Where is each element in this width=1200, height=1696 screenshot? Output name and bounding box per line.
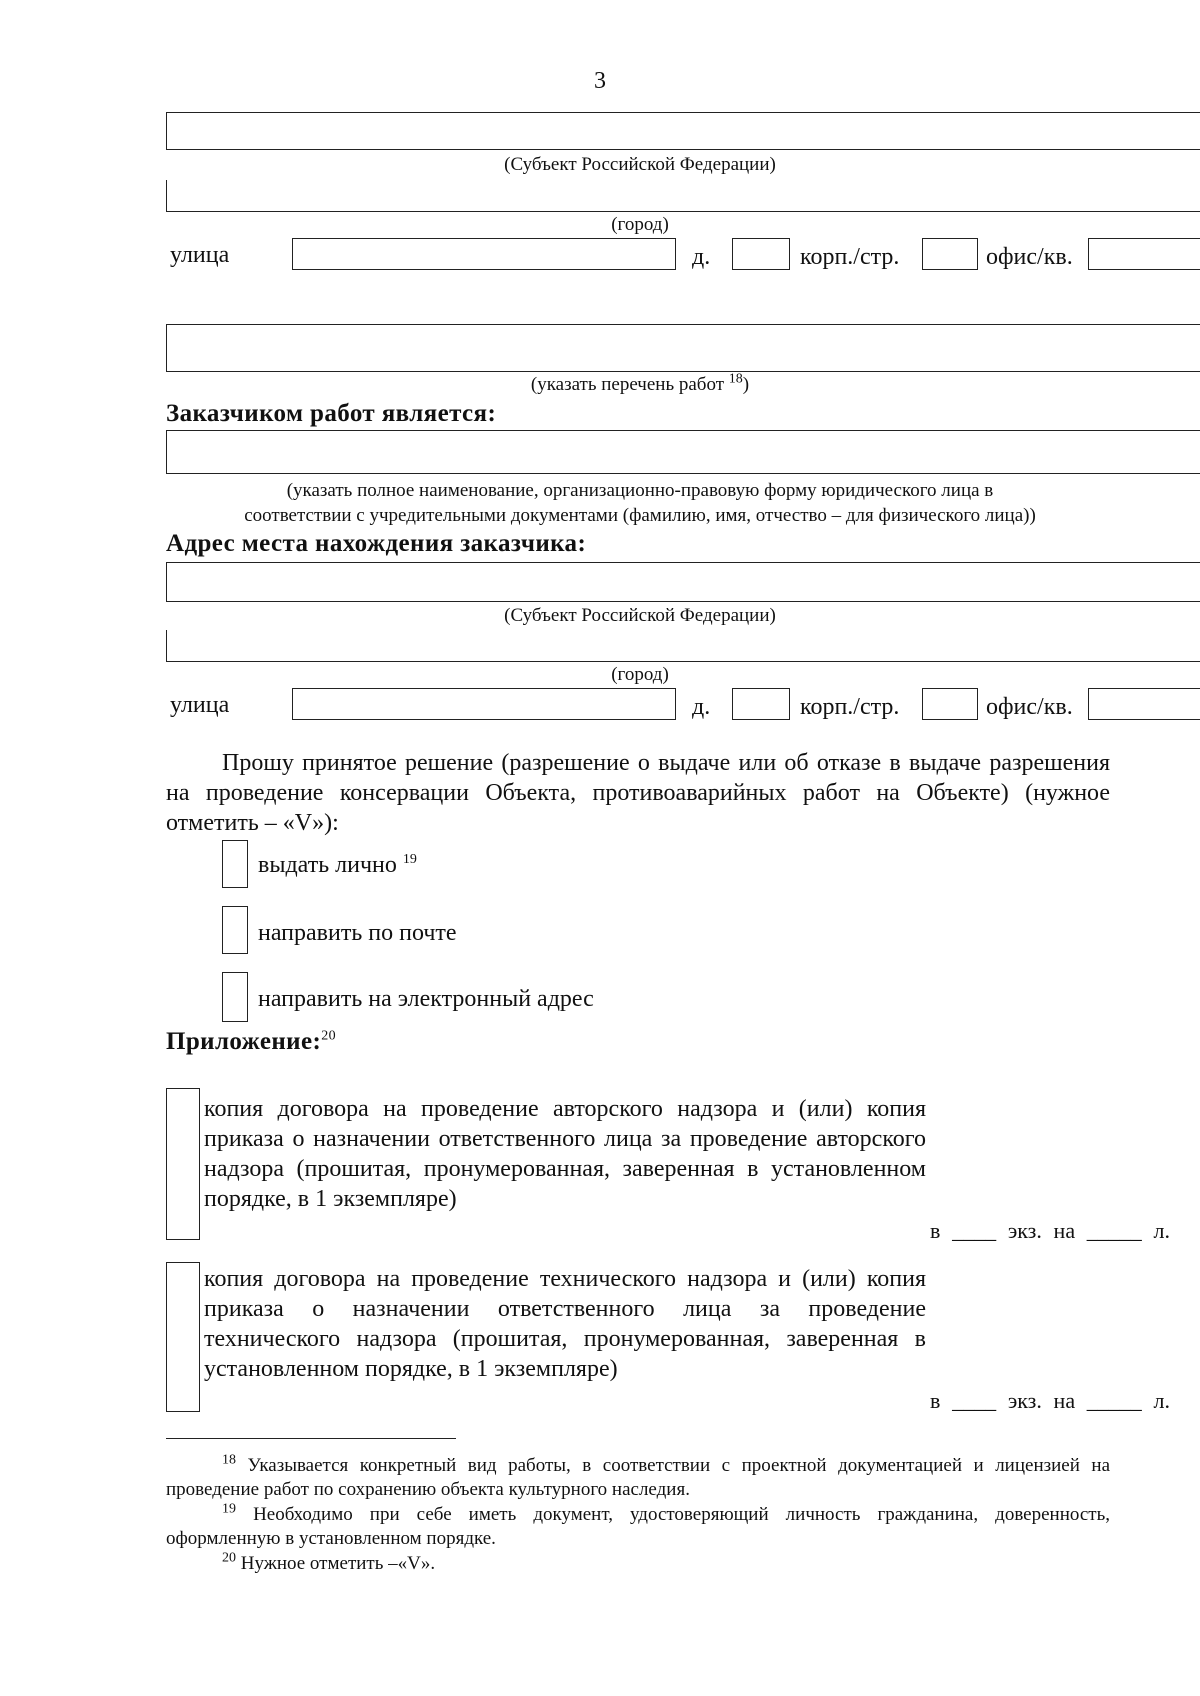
customer-subject-caption: (Субъект Российской Федерации)	[504, 605, 776, 626]
works-caption	[166, 371, 1114, 396]
works-caption-close: )	[742, 374, 750, 395]
footnote-20-text: Нужное отметить –«V».	[240, 1553, 436, 1574]
subject-field[interactable]	[166, 112, 1200, 150]
works-caption-text: (указать перечень работ	[530, 374, 729, 395]
footnote-ref-19: 19	[402, 852, 417, 867]
page-number: 3	[594, 68, 606, 94]
option-personal-label	[258, 852, 417, 879]
customer-caption-line2: соответствии с учредительными документами (фамилию, имя, отчество – для физического лица))	[244, 505, 1036, 526]
footnote-20	[166, 1552, 1110, 1576]
footnote-separator	[166, 1438, 456, 1439]
footnote-19-number: 19	[222, 1501, 236, 1517]
street-input[interactable]	[292, 238, 676, 270]
footnote-18-text: Указывается конкретный вид работы, в соответствии с проектной документацией и лицензией на проведение работ по сохранению объекта культурного наследия.	[166, 1455, 1111, 1500]
customer-heading: Заказчиком работ является:	[166, 400, 497, 427]
appendix-heading	[166, 1028, 336, 1056]
option-checkbox-mail[interactable]	[222, 906, 248, 954]
option-personal-text: выдать лично	[258, 852, 397, 878]
building-label: корп./стр.	[800, 244, 900, 270]
street-label: улица	[170, 242, 230, 268]
option-email-label: направить на электронный адрес	[258, 986, 594, 1012]
customer-address-heading: Адрес места нахождения заказчика:	[166, 530, 587, 557]
house-label: д.	[692, 244, 711, 270]
appendix-checkbox-2[interactable]	[166, 1262, 200, 1412]
appendix-item-2-text: копия договора на проведение технического надзора и (или) копия приказа о назначении ответственного лица за проведение технического надзора (прошитая, пронумерованная, заверенная в установленном порядке, в 1 экземпляре)	[204, 1266, 926, 1382]
customer-subject-field[interactable]	[166, 562, 1200, 602]
option-mail-label: направить по почте	[258, 920, 457, 946]
office-input[interactable]	[1088, 238, 1200, 270]
office-label: офис/кв.	[986, 244, 1073, 270]
customer-building-label: корп./стр.	[800, 694, 900, 720]
footnote-20-number: 20	[222, 1550, 236, 1566]
city-caption: (город)	[611, 214, 669, 235]
subject-caption: (Субъект Российской Федерации)	[504, 154, 776, 175]
building-input[interactable]	[922, 238, 978, 270]
footnote-19-text: Необходимо при себе иметь документ, удостоверяющий личность гражданина, доверенность, оформленную в установленном порядке.	[166, 1504, 1111, 1549]
footnote-18-number: 18	[222, 1452, 236, 1468]
appendix-checkbox-1[interactable]	[166, 1088, 200, 1240]
option-checkbox-personal[interactable]	[222, 840, 248, 888]
customer-city-caption: (город)	[611, 664, 669, 685]
customer-office-input[interactable]	[1088, 688, 1200, 720]
city-field[interactable]	[166, 180, 1200, 212]
customer-field[interactable]	[166, 430, 1200, 474]
customer-street-label: улица	[170, 692, 230, 718]
works-field[interactable]	[166, 324, 1200, 372]
customer-building-input[interactable]	[922, 688, 978, 720]
request-paragraph: Прошу принятое решение (разрешение о выдаче или об отказе в выдаче разрешения на проведение консервации Объекта, противоаварийных работ на Объекте) (нужное отметить – «V»):	[166, 750, 1110, 836]
footnote-ref-18: 18	[728, 371, 743, 387]
customer-city-field[interactable]	[166, 630, 1200, 662]
appendix-item-1-copies: в ____ экз. на _____ л.	[930, 1218, 1170, 1243]
customer-caption-line1: (указать полное наименование, организационно-правовую форму юридического лица в	[286, 480, 994, 501]
appendix-item-1-text: копия договора на проведение авторского надзора и (или) копия приказа о назначении ответственного лица за проведение авторского надзора (прошитая, пронумерованная, заверенная в установленном порядке, в 1 экземпляре)	[204, 1096, 926, 1212]
customer-house-label: д.	[692, 694, 711, 720]
customer-street-input[interactable]	[292, 688, 676, 720]
customer-office-label: офис/кв.	[986, 694, 1073, 720]
option-checkbox-email[interactable]	[222, 972, 248, 1022]
footnote-18	[166, 1454, 1110, 1502]
footnote-19	[166, 1503, 1110, 1551]
appendix-item-2-copies: в ____ экз. на _____ л.	[930, 1388, 1170, 1413]
house-input[interactable]	[732, 238, 790, 270]
footnote-ref-20: 20	[321, 1028, 336, 1044]
customer-house-input[interactable]	[732, 688, 790, 720]
appendix-heading-text: Приложение:	[166, 1028, 322, 1055]
